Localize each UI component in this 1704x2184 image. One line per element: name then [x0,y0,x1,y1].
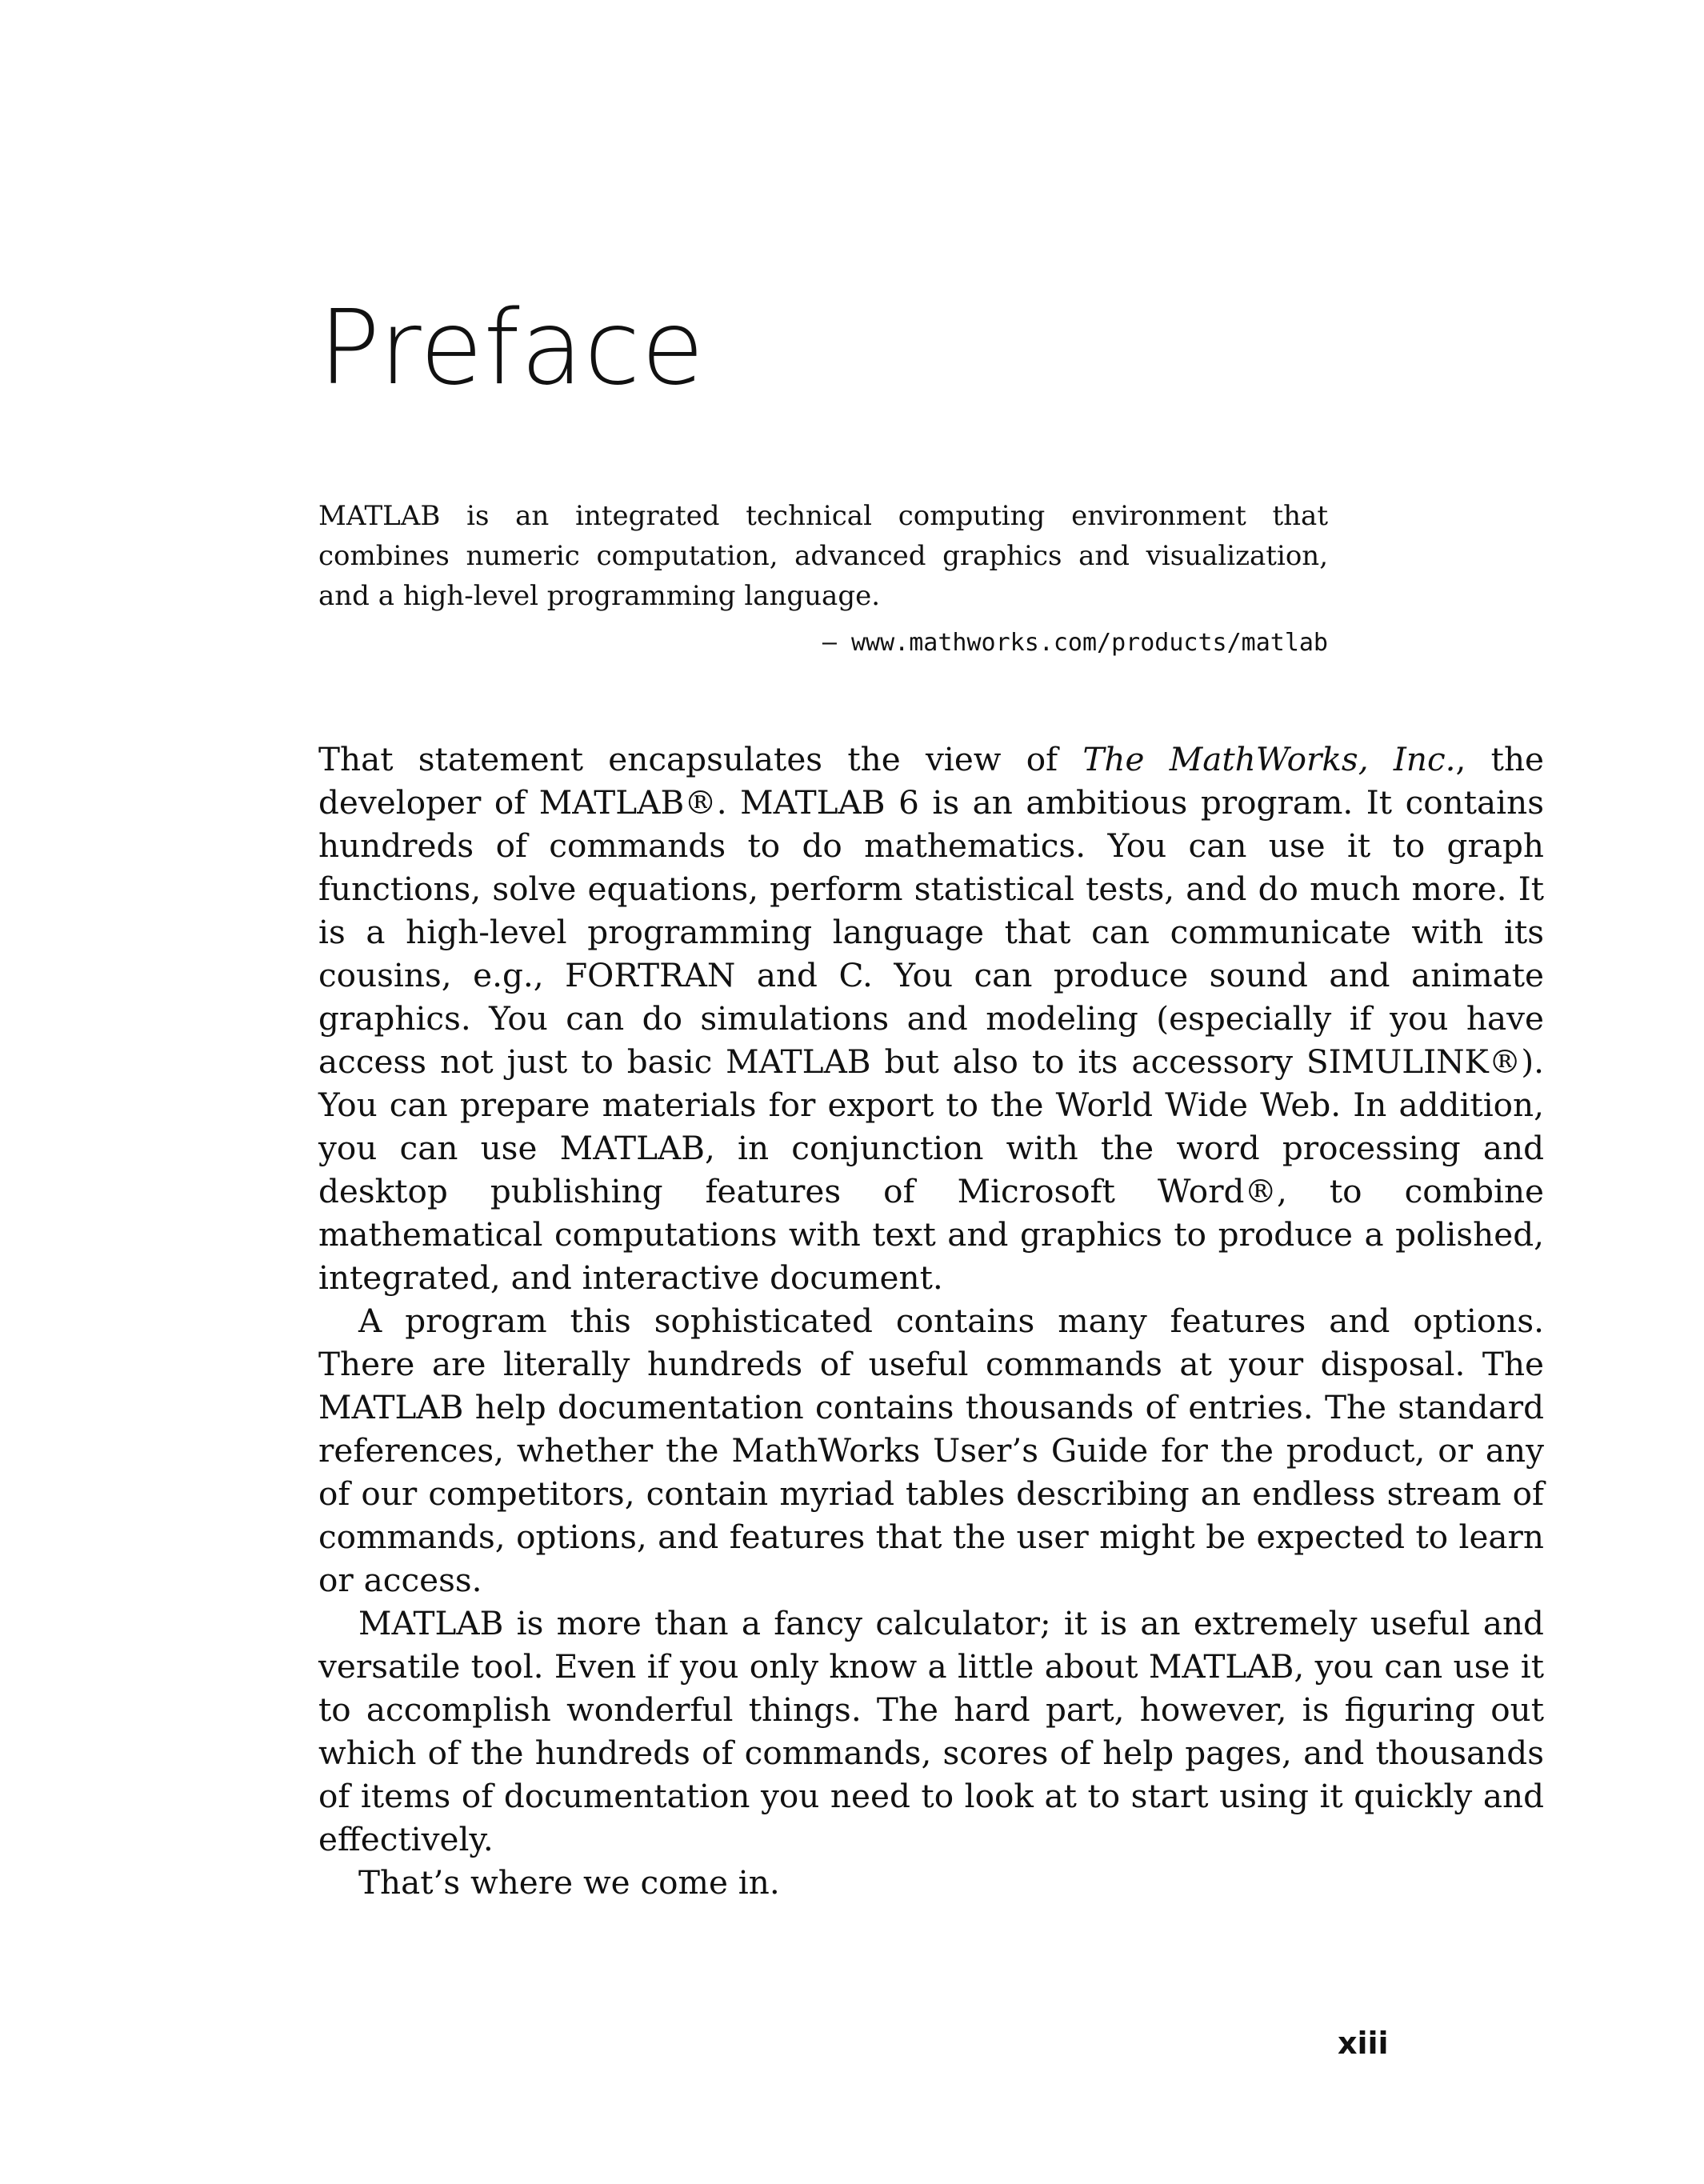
epigraph-quote: MATLAB is an integrated technical computing environment that combines numeric computation, advanced graphics and visualization, and a high-level programming language. [318,500,1328,612]
paragraph-3: MATLAB is more than a fancy calculator; it is an extremely useful and versatile tool. Even if you only know a little about MATLAB, you can use it to accomplish wonderful things. The hard part, however, is figuring out which of the hundreds of commands, scores of help pages, and thousands of items of documentation you need to look at to start using it quickly and effectively. [318,1604,1544,1858]
paragraph-1 [318,738,1544,1299]
page-number: xiii [1338,2026,1389,2061]
paragraph-1-start: That statement encapsulates the view of [318,740,1083,778]
preface-body [318,738,1544,1904]
company-name: The MathWorks, Inc. [1082,740,1456,778]
paragraph-4: That’s where we come in. [358,1863,780,1902]
chapter-title: Preface [318,289,706,408]
paragraph-1-rest: , the developer of MATLAB®. MATLAB 6 is an ambitious program. It contains hundreds of commands to do mathematics. You can use it to graph functions, solve equations, perform statistical tests, and do much more. It is a high-level programming language that can communicate with its cousins, e.g., FORTRAN and C. You can produce sound and animate graphics. You can do simulations and modeling (especially if you have access not just to basic MATLAB but also to its accessory SIMULINK®). You can prepare materials for export to the World Wide Web. In addition, you can use MATLAB, in conjunction with the word processing and desktop publishing features of Microsoft Word®, to combine mathematical computations with text and graphics to produce a polished, integrated, and interactive document. [318,740,1545,1297]
paragraph-2: A program this sophisticated contains many features and options. There are literally hundreds of useful commands at your disposal. The MATLAB help documentation contains thousands of entries. The standard references, whether the MathWorks User’s Guide for the product, or any of our competitors, contain myriad tables describing an endless stream of commands, options, and features that the user might be expected to learn or access. [318,1302,1544,1599]
epigraph-source: – www.mathworks.com/products/matlab [822,629,1328,657]
